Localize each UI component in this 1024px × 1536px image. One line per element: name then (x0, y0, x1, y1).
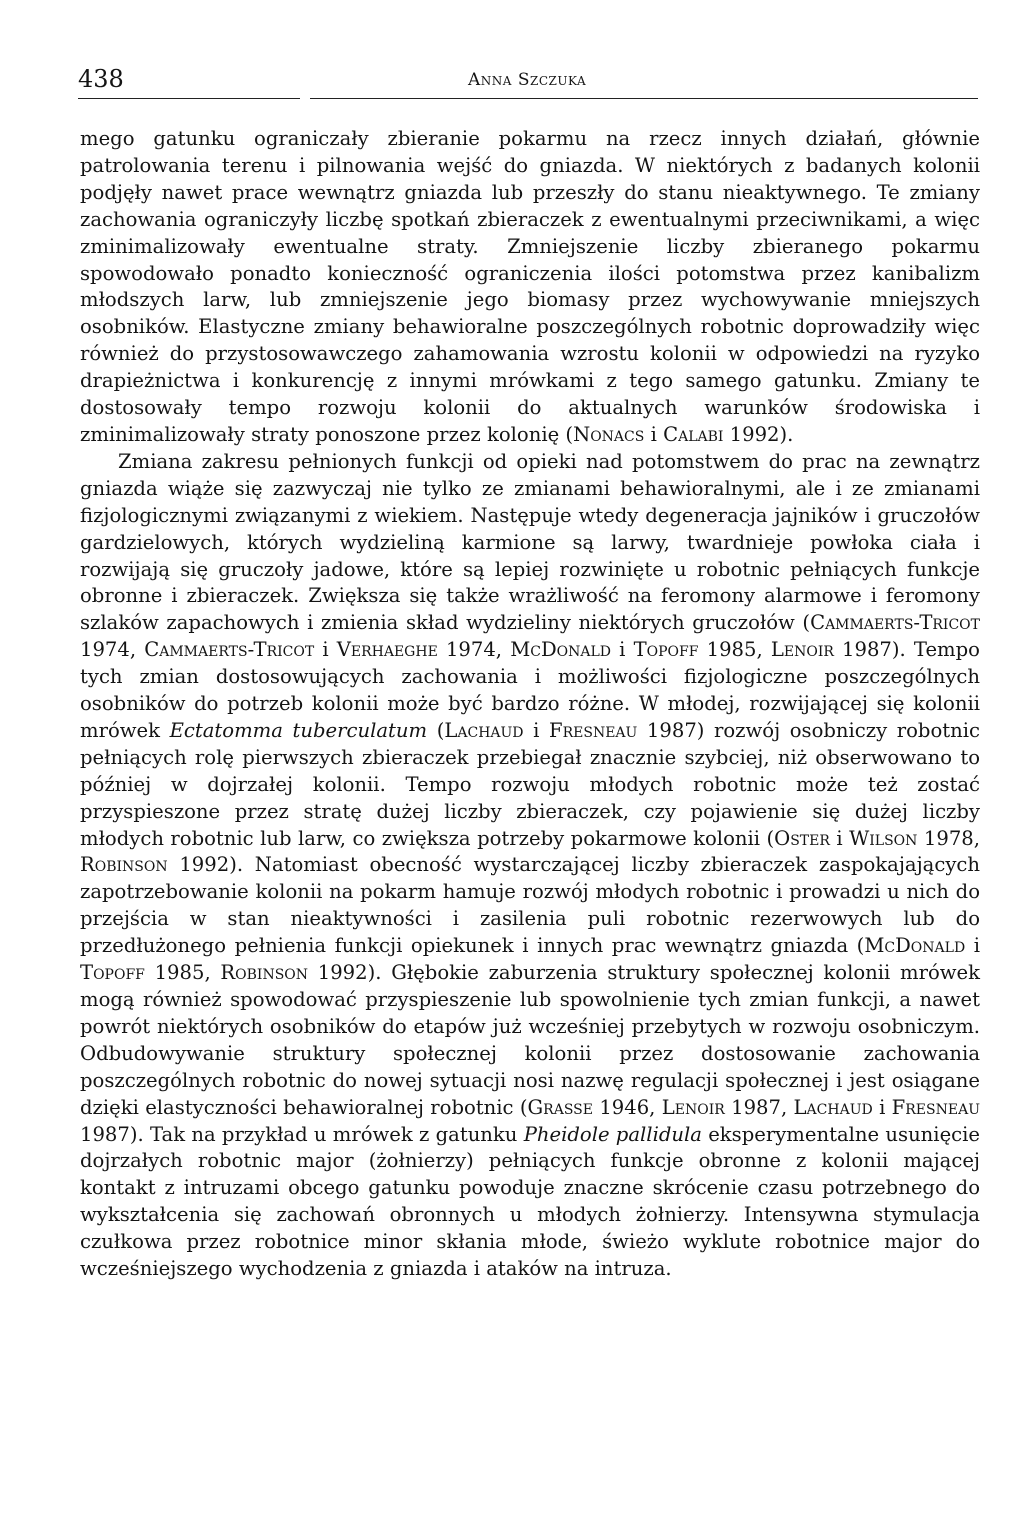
citation-author: Wilson (849, 826, 918, 850)
page-number: 438 (78, 65, 124, 93)
text-run: 1987). Tempo tych zmian dostosowujących zachowania i możliwości fizjologiczne poszczególnych osobników do potrzeb kolonii może być bardzo różne. W młodej, rozwijającej się kolonii mrówek (80, 638, 980, 742)
text-run: eksperymentalne usunięcie dojrzałych robotnic major (żołnierzy) pełniących funkcje obronne z kolonii mającej kontakt z intruzami obcego gatunku powoduje znaczne skrócenie czasu potrzebnego do wykształcenia się zachowań obronnych u młodych żołnierzy. Intensywna stymulacja czułkowa przez robotnice minor skłania młode, świeżo wyklute robotnice major do wcześniejszego wychodzenia z gniazda i ataków na intruza. (80, 1122, 981, 1281)
text-run: 1992). (723, 422, 794, 446)
text-run: 1974, (437, 638, 511, 662)
text-run: 1974, (80, 638, 145, 662)
header-rule-right (310, 98, 978, 99)
text-run: i (523, 718, 549, 742)
text-run: 1985, (144, 961, 221, 985)
running-head (78, 64, 978, 104)
citation-author: Lachaud (793, 1095, 873, 1119)
text-run: 1992). Głębokie zaburzenia struktury społecznej kolonii mrówek mogą również spowodować przyspieszenie lub spowolnienie tych zmian funkcji, a nawet powrót niektórych osobników do etapów już wcześniej przebytych w rozwoju osobniczym. Odbudowywanie struktury społecznej kolonii przez dostosowanie zachowania poszczególnych robotnic do nowej sytuacji nosi nazwę regulacji społecznej i jest osiągane dzięki elastyczności behawioralnej robotnic ( (80, 961, 980, 1119)
citation-author: Oster (774, 826, 830, 850)
body-text (80, 126, 980, 1283)
citation-author: Robinson (80, 853, 168, 877)
citation-author: Lachaud (444, 718, 524, 742)
text-run: i (872, 1095, 892, 1119)
species-name: Ectatomma tuberculatum (169, 718, 428, 742)
text-run: 1978, (917, 826, 980, 850)
citation-author: Calabi (663, 422, 724, 446)
citation-author: Lenoir (661, 1095, 725, 1119)
citation-author: Fresneau (549, 718, 638, 742)
citation-author: Grasse (527, 1095, 593, 1119)
paragraph-1 (80, 126, 980, 449)
citation-author: Topoff (80, 961, 145, 985)
paragraph-2 (80, 449, 980, 1283)
citation-author: Verhaeghe (336, 638, 438, 662)
citation-author: Nonacs (573, 422, 645, 446)
text-run: Zmiana zakresu pełnionych funkcji od opieki nad potomstwem do prac na zewnątrz gniazda wiąże się zazwyczaj nie tylko ze zmianami behawioralnymi, ale i ze zmianami fizjologicznymi związanymi z wiekiem. Następuje wtedy degeneracja jajników i gruczołów gardzielowych, których wydzieliną karmione są larwy, twardnieje powłoka ciała i rozwijają się gruczoły jadowe, które są lepiej rozwinięte u robotnic pełniących funkcje obronne i zbieraczek. Zwiększa się także wrażliwość na feromony alarmowe i feromony szlaków zapachowych i zmienia skład wydzieliny niektórych gruczołów ( (80, 449, 980, 635)
citation-author: Robinson (220, 961, 309, 985)
text-run: i (829, 826, 850, 850)
citation-author: Fresneau (891, 1095, 980, 1119)
text-run: 1992). Natomiast obecność wystarczającej liczby zbieraczek zaspokajających zapotrzebowanie kolonii na pokarm hamuje rozwój młodych robotnic i prowadzi u nich do przejścia w stan nieaktywności i zasilenia puli robotnic rezerwowych lub do przedłużonego pełnienia funkcji opiekunek i innych prac wewnątrz gniazda ( (80, 853, 980, 958)
text-run: i (611, 638, 634, 662)
text-run: 1987, (724, 1095, 794, 1119)
citation-author: Topoff (633, 638, 699, 662)
text-run: i (965, 934, 980, 958)
citation-author: Cammaerts-Tricot (810, 611, 980, 635)
species-name: Pheidole pallidula (523, 1122, 702, 1146)
text-run: 1987) rozwój osobniczy robotnic pełniących rolę pierwszych zbieraczek przebiegał znacznie szybciej, niż obserwowano to później w dojrzałej kolonii. Tempo rozwoju młodych robotnic może też zostać przyspieszone przez stratę dużej liczby zbieraczek, czy pojawienie się dużej liczby młodych robotnic lub larw, co zwiększa potrzeby pokarmowe kolonii ( (80, 718, 980, 850)
text-run: 1987). Tak na przykład u mrówek z gatunku (80, 1122, 524, 1146)
header-rule-left (78, 98, 300, 99)
citation-author: McDonald (510, 638, 612, 662)
citation-author: Lenoir (770, 638, 834, 662)
text-run: i (314, 638, 337, 662)
text-run: 1985, (698, 638, 771, 662)
text-run: i (644, 422, 664, 446)
text-run: 1946, (592, 1095, 662, 1119)
text-run: ( (427, 718, 445, 742)
text-run: mego gatunku ograniczały zbieranie pokarmu na rzecz innych działań, głównie patrolowania terenu i pilnowania wejść do gniazda. W niektórych z badanych kolonii podjęły nawet prace wewnątrz gniazda lub przeszły do stanu nieaktywnego. Te zmiany zachowania ograniczyły liczbę spotkań zbieraczek z ewentualnymi przeciwnikami, a więc zminimalizowały ewentualne straty. Zmniejszenie liczby zbieranego pokarmu spowodowało ponadto konieczność ograniczenia ilości potomstwa przez kanibalizm młodszych larw, lub zmniejszenie jego biomasy przez wychowywanie mniejszych osobników. Elastyczne zmiany behawioralne poszczególnych robotnic doprowadziły więc również do przystosowawczego zahamowania wzrostu kolonii w odpowiedzi na ryzyko drapieżnictwa i konkurencję z innymi mrówkami z tego samego gatunku. Zmiany te dostosowały tempo rozwoju kolonii do aktualnych warunków środowiska i zminimalizowały straty ponoszone przez kolonię ( (80, 127, 980, 446)
citation-author: McDonald (864, 934, 966, 958)
running-head-author: Anna Szczuka (468, 70, 587, 90)
citation-author: Cammaerts-Tricot (144, 638, 315, 662)
